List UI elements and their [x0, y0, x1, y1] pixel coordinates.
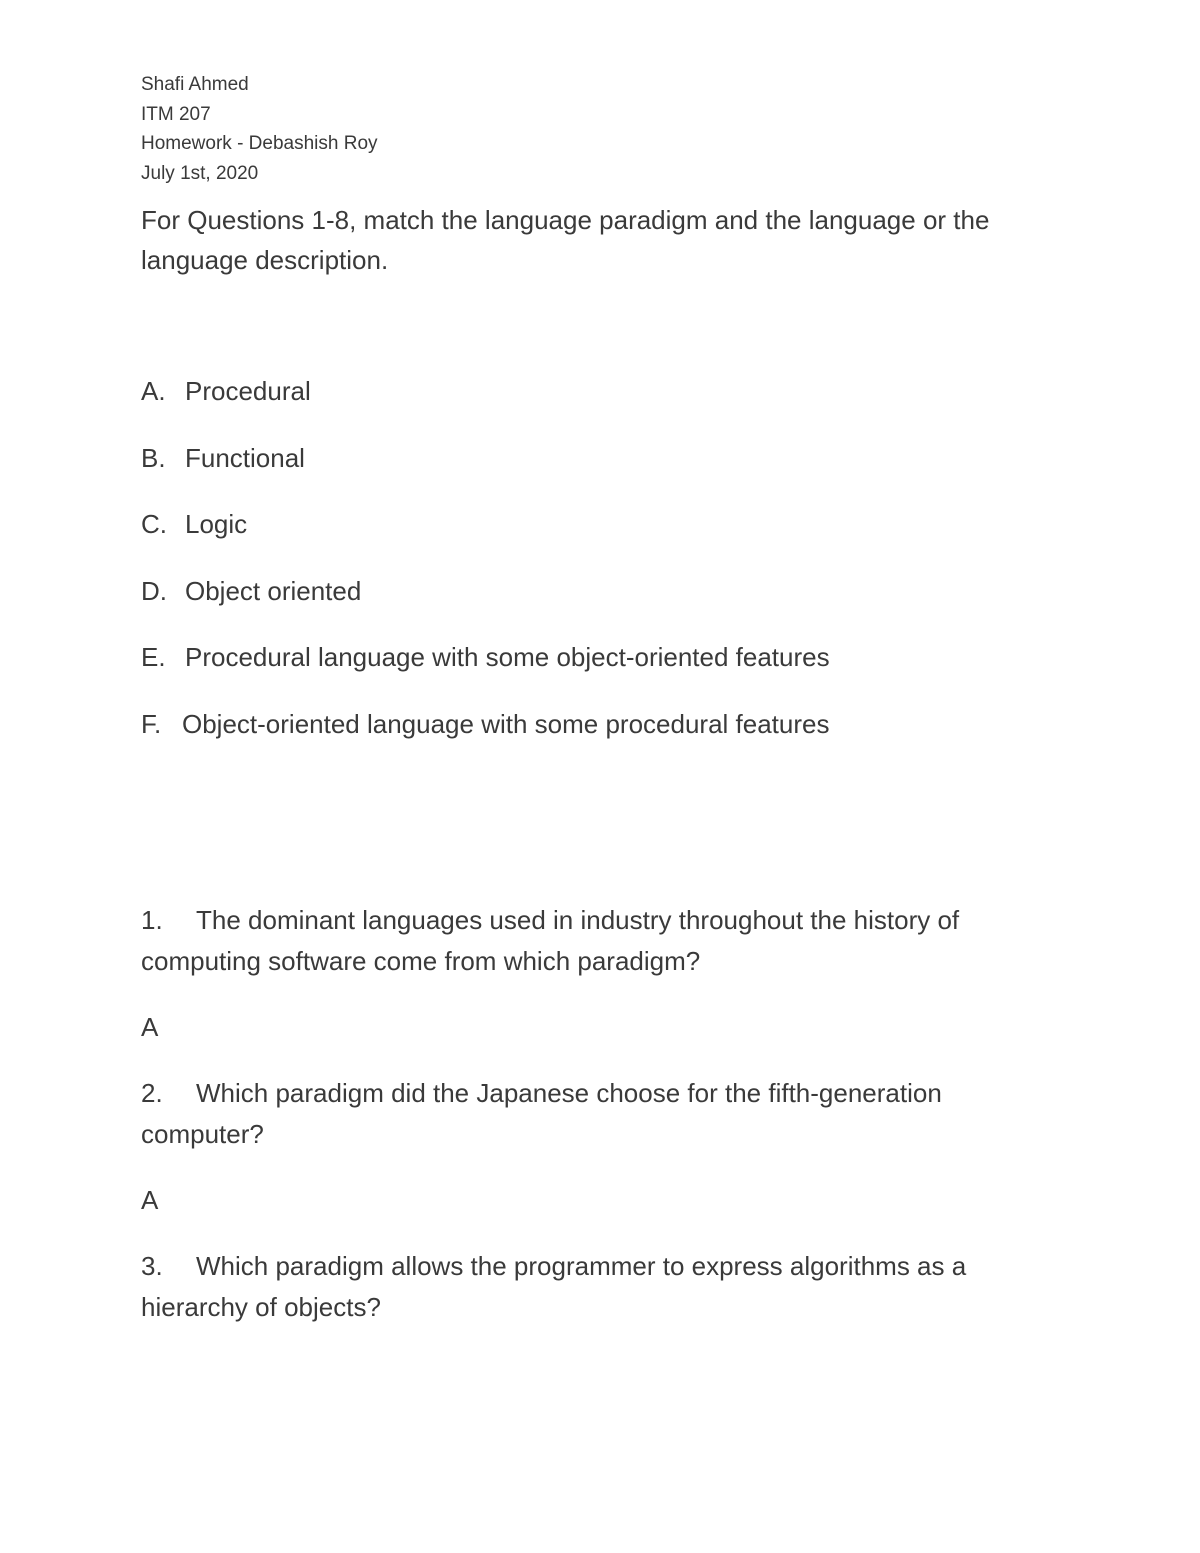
option-text: Object oriented [185, 575, 362, 606]
questions-list [141, 900, 1051, 1328]
option-text: Object-oriented language with some procedural features [182, 708, 830, 739]
option-item [141, 637, 830, 704]
option-item [141, 438, 830, 505]
question-item [141, 900, 1051, 982]
question-answer: A [141, 1185, 159, 1215]
question-text: The dominant languages used in industry throughout the history of computing software come from which paradigm? [141, 905, 960, 976]
option-text: Logic [185, 509, 248, 539]
document-header [141, 70, 378, 188]
option-item [141, 504, 830, 571]
question-item [141, 1246, 1051, 1328]
assignment-date: July 1st, 2020 [141, 162, 259, 184]
option-letter: A. [141, 376, 166, 406]
option-item [141, 371, 830, 438]
option-letter: D. [141, 575, 167, 606]
paradigm-options-list [141, 371, 830, 770]
option-item [141, 704, 830, 771]
question-text: Which paradigm allows the programmer to express algorithms as a hierarchy of objects? [141, 1251, 967, 1322]
option-text: Functional [185, 442, 305, 473]
question-text: Which paradigm did the Japanese choose for the fifth-generation computer? [141, 1078, 942, 1149]
question-answer: A [141, 1012, 159, 1042]
option-text: Procedural [185, 376, 311, 406]
option-letter: E. [141, 642, 166, 672]
instructions: For Questions 1-8, match the language paradigm and the language or the language description. [141, 205, 990, 275]
question-number: 1. [141, 905, 163, 935]
course-code: ITM 207 [141, 103, 211, 125]
assignment-title: Homework - Debashish Roy [141, 133, 378, 154]
student-name: Shafi Ahmed [141, 74, 249, 95]
option-item [141, 571, 830, 638]
question-number: 3. [141, 1251, 163, 1281]
option-letter: C. [141, 509, 167, 539]
option-text: Procedural language with some object-oriented features [185, 642, 830, 672]
question-item [141, 1073, 1051, 1155]
option-letter: B. [141, 442, 166, 473]
question-number: 2. [141, 1078, 163, 1108]
option-letter: F. [141, 708, 162, 739]
